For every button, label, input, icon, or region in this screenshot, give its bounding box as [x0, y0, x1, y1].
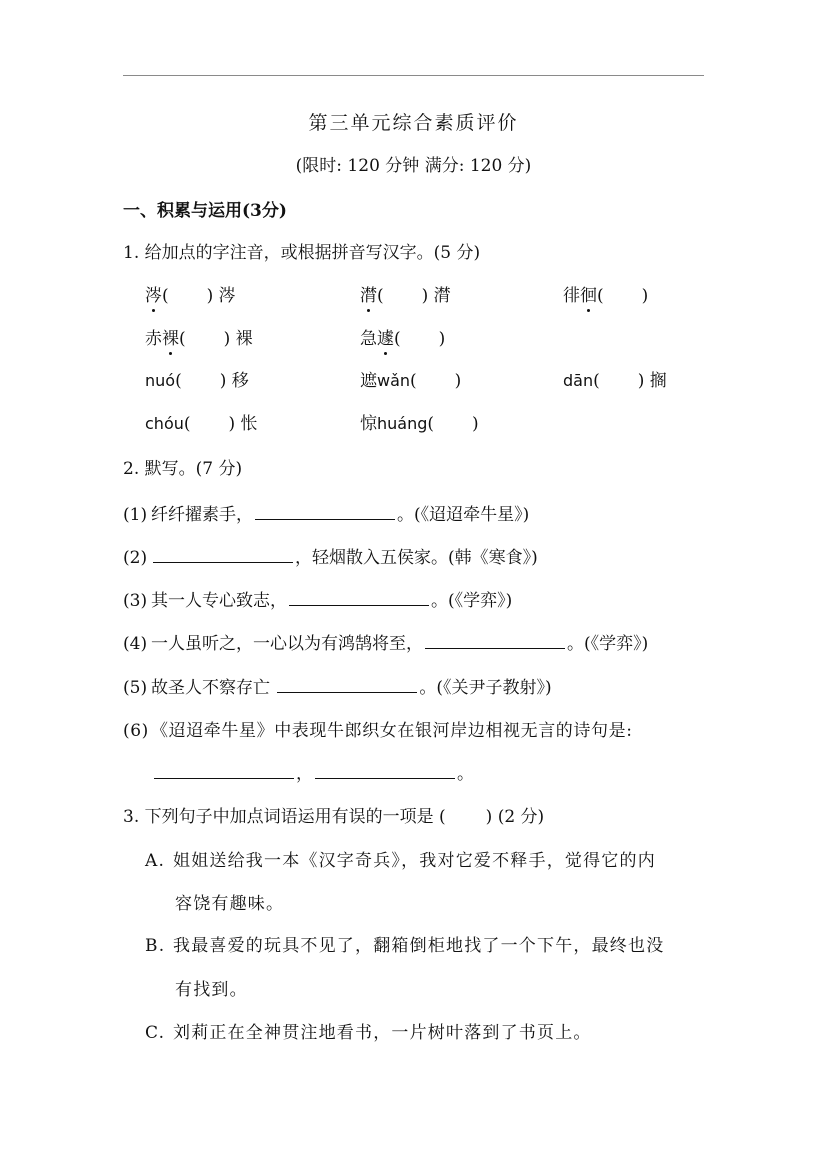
q1-item-2: 潸( ) 潸 — [360, 286, 451, 306]
q2-line-5: (5) 故圣人不察存亡 。(《关尹子教射》) — [123, 678, 552, 698]
q1-item-6: nuó( ) 移 — [145, 371, 249, 391]
question-2-stem: 2. 默写。(7 分) — [123, 459, 243, 479]
q2-line-1: (1) 纤纤擢素手， 。(《迢迢牵牛星》) — [123, 505, 530, 525]
q2-line-6-answer: ， 。 — [152, 762, 474, 785]
q1-item-10: 惊huáng( ) — [360, 414, 479, 434]
page-subtitle: (限时: 120 分钟 满分: 120 分) — [295, 156, 532, 176]
q1-item-1: 涔( ) 涔 — [145, 286, 236, 306]
q1-item-4: 赤裸( ) 裸 — [145, 329, 253, 349]
q3-option-c: C. 刘莉正在全神贯注地看书，一片树叶落到了书页上。 — [145, 1023, 592, 1043]
q3-option-a: A. 姐姐送给我一本《汉字奇兵》，我对它爱不释手，觉得它的内 — [145, 851, 656, 871]
answer-blank[interactable] — [153, 546, 293, 563]
q3-option-b-cont: 有找到。 — [175, 980, 248, 1000]
q2-line-3: (3) 其一人专心致志， 。(《学弈》) — [123, 591, 513, 611]
section-heading: 一、积累与运用(3分) — [123, 201, 287, 221]
question-3-stem: 3. 下列句子中加点词语运用有误的一项是 ( ) (2 分) — [123, 807, 545, 827]
q3-option-a-cont: 容饶有趣味。 — [175, 894, 285, 914]
q2-line-6: (6) 《迢迢牵牛星》中表现牛郎织女在银河岸边相视无言的诗句是: — [123, 721, 633, 741]
q3-option-b: B. 我最喜爱的玩具不见了，翻箱倒柜地找了一个下午，最终也没 — [145, 936, 665, 956]
q1-item-8: dān( ) 搁 — [563, 371, 667, 391]
page-title: 第三单元综合素质评价 — [308, 112, 519, 134]
q1-item-3: 徘徊( ) — [563, 286, 649, 306]
answer-blank[interactable] — [425, 632, 565, 649]
answer-blank[interactable] — [289, 589, 429, 606]
q1-item-7: 遮wǎn( ) — [360, 371, 462, 391]
answer-blank[interactable] — [315, 762, 455, 779]
q2-line-4: (4) 一人虽听之，一心以为有鸿鹄将至， 。(《学弈》) — [123, 634, 649, 654]
answer-blank[interactable] — [255, 503, 395, 520]
answer-blank[interactable] — [277, 676, 417, 693]
q1-item-9: chóu( ) 怅 — [145, 414, 258, 434]
q1-item-5: 急遽( ) — [360, 329, 446, 349]
answer-blank[interactable] — [154, 762, 294, 779]
top-rule — [123, 75, 704, 76]
q2-line-2: (2) ，轻烟散入五侯家。(韩《寒食》) — [123, 548, 538, 568]
question-1-stem: 1. 给加点的字注音，或根据拼音写汉字。(5 分) — [123, 243, 481, 263]
